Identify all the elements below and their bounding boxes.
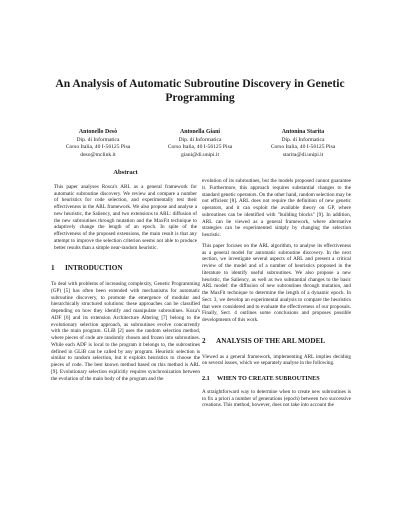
right-column (202, 178, 351, 409)
section-number: 2 (202, 336, 206, 345)
author-email: giani@di.unipi.it (180, 151, 220, 158)
author-name: Antonella Giani (179, 129, 221, 135)
abstract-text: This paper analyses Rosca's ARL as a general framework for automatic subroutine discovery. We review and compare a number of heuristics for code selection, and experimentally test their effectiveness in the ARL framework. We also propose and analyse a new heuristic, the Saliency, and two extensions to ARL: diffusion of the new subroutines through mutation and the MaxFit technique to adaptively change the length of an epoch. In spite of the effectiveness of the proposed extensions, the main result is that any attempt to improve the selection criterion seems not able to produce better results than a simple near-random heuristic. (54, 183, 197, 251)
author-address: Corso Italia, 40 I-56125 Pisa (167, 144, 233, 151)
introduction-paragraph: To deal with problems of increasing complexity, Genetic Programming (GP) [5] has often been extended with mechanisms for automatic subroutine discovery, to promote the emergence of modular and hierarchically structured solutions: these approaches can be classified depending on how they identify and manipulate subroutines. Koza's ADF [6] and its extension Architecture Altering [7] belong to the evolutionary selection approach, as subroutines evolve concurrently with the main program. GLiB [2] uses the random selection method, where pieces of code are randomly chosen and frozen into subroutines. While each ADF is local to the program it belongs to, the subroutines defined in GLiB can be called by any program. Heuristic selection is similar to random selection, but it exploits heuristics to choose the pieces of code. The best known method based on this method is ARL [9]. Evolutionary selection explicitly requires synchronization between the evolution of the main body of the program and the (51, 281, 200, 382)
author-2 (140, 129, 260, 159)
author-dept: Dip. di Informatica (178, 136, 222, 143)
author-dept: Dip. di Informatica (281, 136, 325, 143)
left-column (51, 170, 200, 382)
author-address: Corso Italia, 40 I-56125 Pisa (65, 144, 131, 151)
abstract-heading: Abstract (113, 169, 138, 176)
author-email: deso@mclink.it (80, 151, 116, 158)
paper-title: An Analysis of Automatic Subroutine Discovery in Genetic Programming (55, 77, 345, 104)
author-3 (243, 129, 363, 159)
author-dept: Dip. di Informatica (76, 136, 120, 143)
author-email: starita@di.unipi.it (282, 151, 324, 158)
section-title: INTRODUCTION (65, 264, 123, 273)
subsection-paragraph: A straightforward way to determine when to create new subroutines is to fix a priori a number of generations (epoch) between two successive creations. This method, however, does not take into account the (202, 388, 351, 409)
analysis-paragraph: Viewed as a general framework, implementing ARL implies deciding on several issues, which we separately analyse in the following. (202, 353, 351, 367)
section-title: ANALYSIS OF THE ARL MODEL (216, 336, 326, 345)
section-heading-analysis (202, 338, 351, 345)
introduction-paragraph-continued: evolution of its subroutines, but the models proposed cannot guarantee it. Furthermore, this approach requires substantial changes to the standard genetic operators. On the other hand, random selection may be not efficient [8]. ARL does not require the definition of new genetic operators, and it can exploit the available theory on GP, where subroutines can be identified with "building blocks" [9]. In addition, ARL can be viewed as a general framework, where alternative strategies can be experimented simply by changing the selection heuristic. (202, 178, 351, 238)
introduction-paragraph-2: This paper focuses on the ARL algorithm, to analyse its effectiveness as a general model for automatic subroutine discovery. In the next section, we investigate several aspects of ARL and present a critical review of the model and of a number of heuristics proposed in the literature to identify useful subroutines. We also propose a new heuristic, the Saliency, as well as two substantial changes to the basic ARL model: the diffusion of new subroutines through mutation, and the MaxFit technique to determine the length of a dynamic epoch. In Sect. 3, we develop an experimental analysis to compare the heuristics that were considered and to evaluate the effectiveness of our proposals. Finally, Sect. 4 outlines some conclusions and proposes possible developments of this work. (202, 242, 351, 323)
section-heading-introduction (51, 265, 200, 272)
subsection-number: 2.1 (202, 375, 210, 382)
section-number: 1 (51, 264, 55, 273)
author-name: Antonina Starita (281, 129, 325, 135)
author-address: Corso Italia, 40 I-56125 Pisa (270, 144, 336, 151)
subsection-title: WHEN TO CREATE SUBROUTINES (217, 375, 320, 382)
author-name: Antonello Desò (78, 129, 118, 135)
subsection-heading-when-to-create (202, 376, 351, 383)
